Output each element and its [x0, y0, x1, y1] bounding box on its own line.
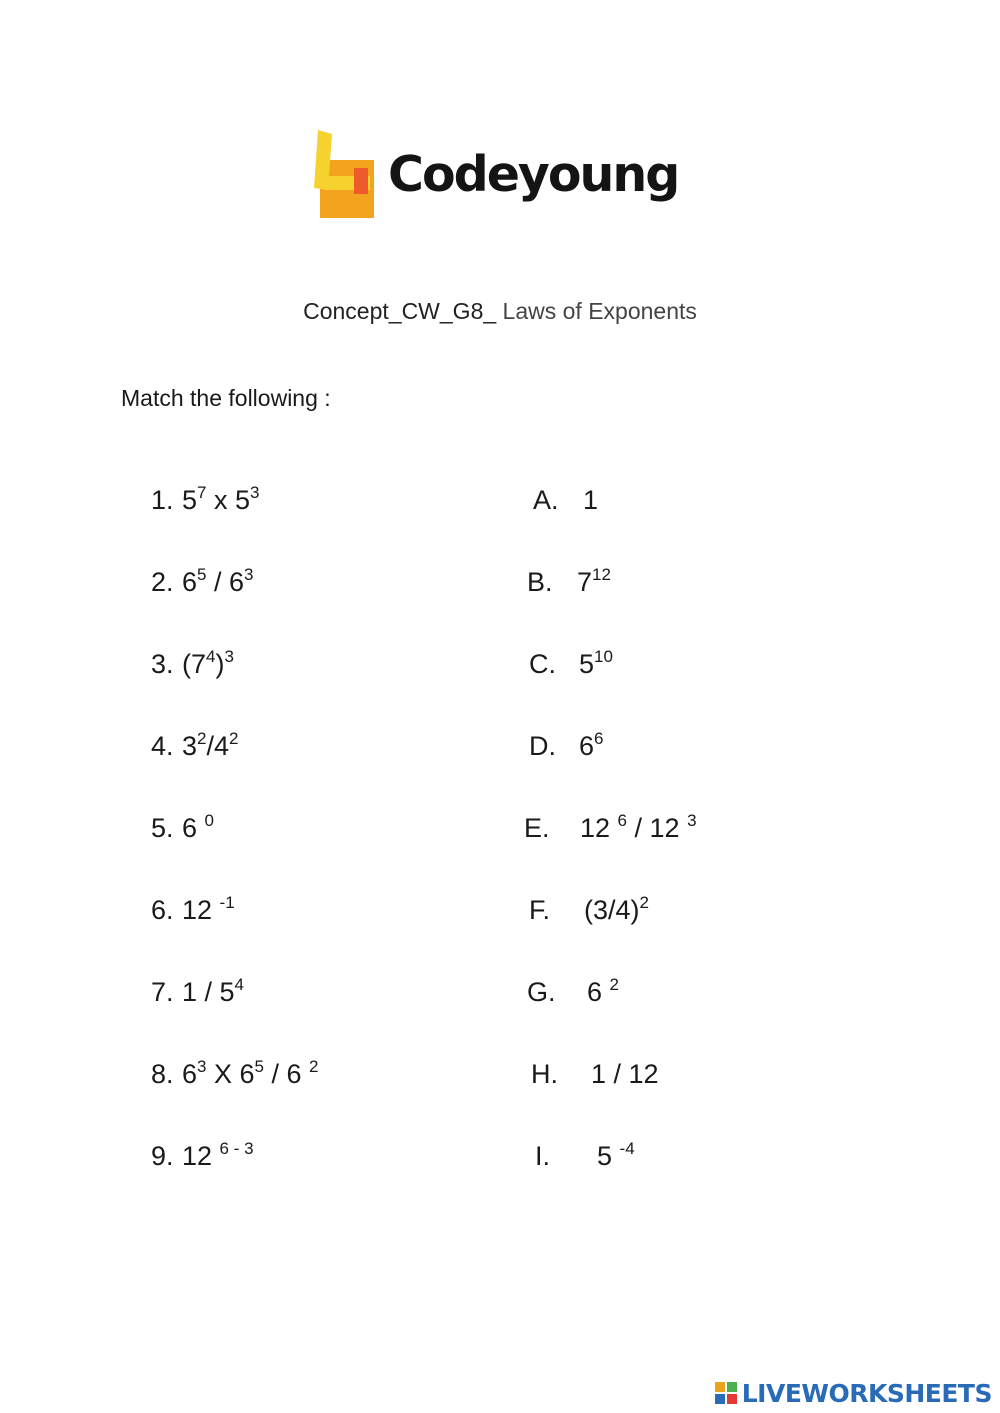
right-item	[520, 975, 880, 1057]
option-letter: E.	[524, 813, 550, 843]
codeyoung-logo	[312, 128, 702, 232]
option-base: 1 / 12	[591, 1059, 659, 1089]
title-topic: Laws of Exponents	[496, 298, 697, 324]
expr-exponent-2: 3	[224, 647, 234, 666]
option-letter: B.	[527, 567, 553, 597]
instruction-text: Match the following :	[121, 385, 331, 411]
right-item	[520, 1139, 880, 1221]
option-exponent: 12	[592, 565, 611, 584]
option-letter: C.	[529, 649, 556, 679]
right-item	[520, 729, 880, 811]
expr-exponent: 0	[204, 811, 214, 830]
option-exponent: 2	[639, 893, 649, 912]
right-item	[520, 1057, 880, 1139]
expr-rest: x 5	[206, 485, 251, 515]
option-letter: F.	[529, 895, 551, 925]
expr-base: 12	[182, 1141, 220, 1171]
expr-rest: / 6	[206, 567, 245, 597]
expr-exponent: 4	[234, 975, 245, 994]
item-number: 6.	[151, 895, 174, 925]
option-exponent-2: 3	[687, 811, 697, 830]
expr-exponent-2: 3	[250, 483, 260, 502]
expr-base: 6	[182, 567, 198, 597]
item-number: 3.	[151, 649, 174, 679]
expr-exponent-2: 5	[254, 1057, 264, 1076]
expr-rest: )	[215, 649, 225, 679]
option-rest: / 12	[627, 813, 688, 843]
expr-base: (7	[182, 649, 207, 679]
left-item	[151, 1139, 491, 1221]
option-base: 5	[579, 649, 595, 679]
expr-exponent: 2	[197, 729, 207, 748]
expr-exponent: 7	[197, 483, 207, 502]
item-number: 8.	[151, 1059, 174, 1089]
left-item	[151, 729, 491, 811]
left-item	[151, 893, 491, 975]
worksheet-title	[0, 298, 1000, 325]
expr-exponent: 6 - 3	[219, 1139, 254, 1158]
expr-base: 5	[182, 485, 198, 515]
left-item	[151, 811, 491, 893]
expr-base: 3	[182, 731, 198, 761]
item-number: 2.	[151, 567, 174, 597]
option-letter: H.	[531, 1059, 558, 1089]
expr-tail: / 6	[264, 1059, 310, 1089]
option-letter: D.	[529, 731, 556, 761]
liveworksheets-watermark	[714, 1377, 992, 1409]
expr-rest: X 6	[206, 1059, 255, 1089]
option-exponent: 6	[594, 729, 604, 748]
expr-exponent: 3	[197, 1057, 207, 1076]
option-base: 12	[580, 813, 618, 843]
expr-base: 6	[182, 813, 205, 843]
left-item	[151, 565, 491, 647]
option-base: (3/4)	[584, 895, 640, 925]
left-item	[151, 647, 491, 729]
expr-exponent: 5	[197, 565, 207, 584]
option-base: 7	[577, 567, 593, 597]
expr-exponent-2: 3	[244, 565, 254, 584]
expr-exponent: 4	[206, 647, 216, 666]
left-item	[151, 483, 491, 565]
expr-rest: /4	[206, 731, 230, 761]
item-number: 7.	[151, 977, 174, 1007]
expr-exponent: -1	[219, 893, 235, 912]
option-letter: G.	[527, 977, 556, 1007]
option-base: 5	[597, 1141, 620, 1171]
expr-base: 1 / 5	[182, 977, 235, 1007]
option-exponent: 2	[609, 975, 619, 994]
item-number: 9.	[151, 1141, 174, 1171]
liveworksheets-brand: LIVEWORKSHEETS	[741, 1378, 992, 1408]
right-item	[520, 647, 880, 729]
item-number: 5.	[151, 813, 174, 843]
item-number: 1.	[151, 485, 174, 515]
left-column	[151, 483, 491, 1221]
title-code: Concept_CW_G8_	[303, 298, 497, 324]
right-item	[520, 811, 880, 893]
option-base: 6	[587, 977, 610, 1007]
liveworksheets-logo-icon	[714, 1381, 738, 1405]
expr-base: 12	[182, 895, 220, 925]
right-item	[520, 893, 880, 975]
item-number: 4.	[151, 731, 174, 761]
left-item	[151, 1057, 491, 1139]
expr-exponent-3: 2	[309, 1057, 319, 1076]
option-base: 6	[579, 731, 595, 761]
right-item	[520, 565, 880, 647]
expr-exponent-2: 2	[229, 729, 239, 748]
option-letter: A.	[533, 485, 559, 515]
option-exponent: -4	[619, 1139, 635, 1158]
option-exponent: 6	[617, 811, 628, 830]
left-item	[151, 975, 491, 1057]
brand-name: Codeyoung	[388, 146, 679, 203]
codeyoung-logo-icon	[312, 128, 378, 220]
right-column	[520, 483, 880, 1221]
option-base: 1	[583, 485, 599, 515]
expr-base: 6	[182, 1059, 198, 1089]
right-item	[520, 483, 880, 565]
option-exponent: 10	[594, 647, 613, 666]
option-letter: I.	[535, 1141, 551, 1171]
